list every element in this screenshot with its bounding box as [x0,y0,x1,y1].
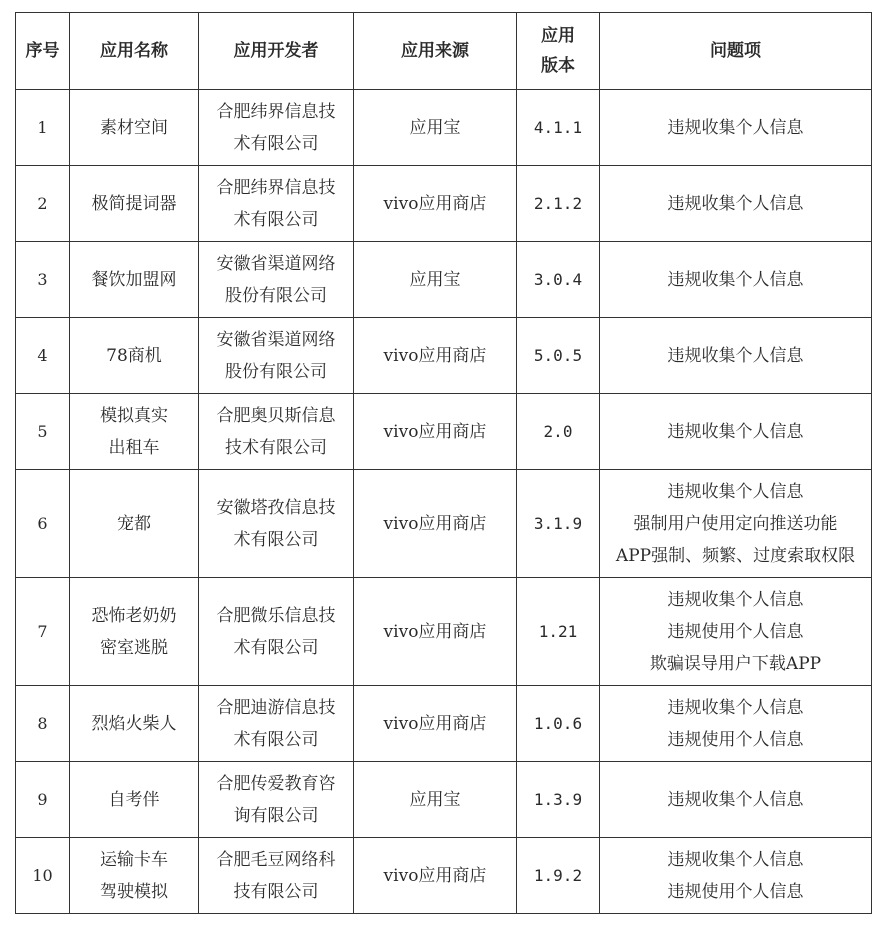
issue-line: 违规使用个人信息 [667,881,804,902]
app-name-cell [70,166,199,242]
app-name-cell [70,470,199,578]
issue-line: 违规收集个人信息 [667,789,804,810]
developer-line: 合肥迪游信息技 [216,697,336,718]
version-cell: 1.0.6 [517,686,600,762]
version-cell: 2.0 [517,394,600,470]
developer-line: 合肥毛豆网络科 [216,849,336,870]
seq-cell: 6 [16,470,70,578]
header-issues: 问题项 [600,13,872,90]
app-name-cell [70,90,199,166]
app-name-cell [70,838,199,914]
issue-line: APP强制、频繁、过度索取权限 [615,545,856,566]
issue-line: 违规收集个人信息 [667,345,804,366]
seq-cell: 10 [16,838,70,914]
issue-line: 违规使用个人信息 [667,729,804,750]
header-version: 应用版本 [517,13,600,90]
app-name-cell [70,686,199,762]
developer-cell [199,578,354,686]
app-name-line: 宠都 [117,513,151,534]
header-developer: 应用开发者 [199,13,354,90]
table-row [16,242,872,318]
seq-cell: 8 [16,686,70,762]
seq-cell: 2 [16,166,70,242]
issues-cell [600,394,872,470]
source-cell: vivo应用商店 [354,686,517,762]
developer-line: 合肥传爱教育咨 [216,773,336,794]
app-name-line: 出租车 [108,437,160,458]
developer-line: 安徽省渠道网络 [216,329,336,350]
source-cell: vivo应用商店 [354,578,517,686]
developer-line: 合肥纬界信息技 [216,177,336,198]
table-row [16,578,872,686]
issue-line: 违规收集个人信息 [667,849,804,870]
app-name-line: 烈焰火柴人 [91,713,177,734]
developer-line: 股份有限公司 [225,285,327,306]
app-name-cell [70,242,199,318]
version-cell: 1.3.9 [517,762,600,838]
developer-line: 术有限公司 [233,209,319,230]
app-name-cell [70,394,199,470]
header-app-name: 应用名称 [70,13,199,90]
table-row [16,90,872,166]
table-row [16,318,872,394]
header-source: 应用来源 [354,13,517,90]
table-row [16,838,872,914]
developer-line: 技有限公司 [233,881,319,902]
issue-line: 违规收集个人信息 [667,697,804,718]
issues-cell [600,90,872,166]
source-cell: 应用宝 [354,90,517,166]
issues-cell [600,578,872,686]
table-row [16,686,872,762]
developer-cell [199,242,354,318]
issue-line: 违规收集个人信息 [667,421,804,442]
issue-line: 违规收集个人信息 [667,193,804,214]
issues-cell [600,838,872,914]
developer-cell [199,394,354,470]
seq-cell: 5 [16,394,70,470]
seq-cell: 1 [16,90,70,166]
developer-line: 合肥奥贝斯信息 [216,405,336,426]
issue-line: 强制用户使用定向推送功能 [633,513,838,534]
table-row [16,166,872,242]
version-cell: 3.0.4 [517,242,600,318]
developer-cell [199,90,354,166]
source-cell: vivo应用商店 [354,166,517,242]
issues-cell [600,762,872,838]
app-name-line: 自考伴 [108,789,160,810]
source-cell: vivo应用商店 [354,318,517,394]
developer-cell [199,762,354,838]
issue-line: 欺骗误导用户下载APP [649,653,822,674]
developer-cell [199,318,354,394]
source-cell: vivo应用商店 [354,394,517,470]
app-name-line: 模拟真实 [100,405,168,426]
app-name-line: 极简提词器 [91,193,177,214]
developer-line: 询有限公司 [233,805,319,826]
seq-cell: 3 [16,242,70,318]
issue-line: 违规收集个人信息 [667,117,804,138]
app-name-line: 恐怖老奶奶 [91,605,177,626]
source-cell: vivo应用商店 [354,470,517,578]
app-name-cell [70,578,199,686]
developer-line: 合肥纬界信息技 [216,101,336,122]
app-name-line: 78商机 [106,345,162,366]
developer-line: 术有限公司 [233,637,319,658]
developer-cell [199,166,354,242]
table-row [16,762,872,838]
developer-line: 合肥微乐信息技 [216,605,336,626]
app-name-cell [70,318,199,394]
source-cell: vivo应用商店 [354,838,517,914]
developer-line: 股份有限公司 [225,361,327,382]
developer-line: 安徽省渠道网络 [216,253,336,274]
issue-line: 违规收集个人信息 [667,589,804,610]
table-row [16,394,872,470]
developer-line: 术有限公司 [233,133,319,154]
source-cell: 应用宝 [354,762,517,838]
version-cell: 4.1.1 [517,90,600,166]
issue-line: 违规使用个人信息 [667,621,804,642]
version-cell: 2.1.2 [517,166,600,242]
seq-cell: 4 [16,318,70,394]
developer-line: 技术有限公司 [225,437,327,458]
app-issues-table [15,12,872,914]
developer-line: 术有限公司 [233,529,319,550]
version-cell: 5.0.5 [517,318,600,394]
developer-line: 安徽塔孜信息技 [216,497,336,518]
issues-cell [600,318,872,394]
seq-cell: 9 [16,762,70,838]
developer-cell [199,686,354,762]
version-cell: 1.9.2 [517,838,600,914]
header-row [16,13,872,90]
issues-cell [600,470,872,578]
developer-cell [199,838,354,914]
table-row [16,470,872,578]
developer-line: 术有限公司 [233,729,319,750]
app-name-line: 驾驶模拟 [100,881,168,902]
app-name-cell [70,762,199,838]
version-cell: 3.1.9 [517,470,600,578]
app-name-line: 密室逃脱 [100,637,168,658]
app-name-line: 餐饮加盟网 [91,269,177,290]
app-name-line: 素材空间 [100,117,168,138]
issues-cell [600,686,872,762]
issue-line: 违规收集个人信息 [667,269,804,290]
app-name-line: 运输卡车 [100,849,168,870]
issues-cell [600,166,872,242]
seq-cell: 7 [16,578,70,686]
source-cell: 应用宝 [354,242,517,318]
developer-cell [199,470,354,578]
issues-cell [600,242,872,318]
issue-line: 违规收集个人信息 [667,481,804,502]
header-seq: 序号 [16,13,70,90]
version-cell: 1.21 [517,578,600,686]
